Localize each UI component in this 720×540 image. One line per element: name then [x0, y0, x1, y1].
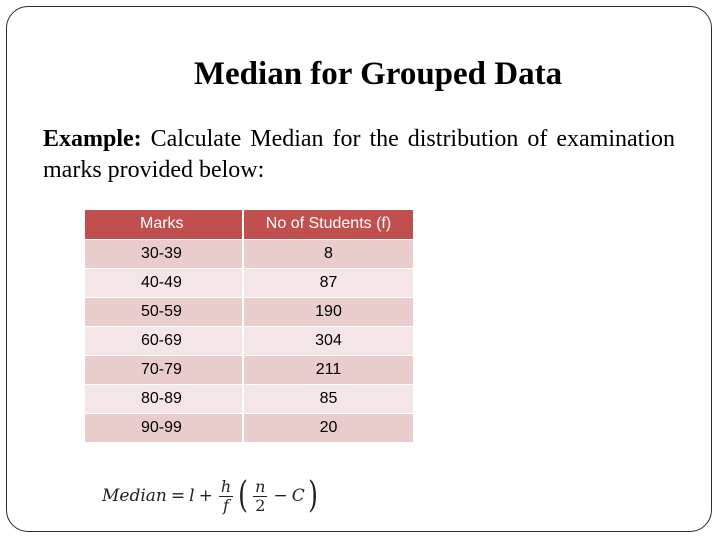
table-row: [85, 355, 413, 384]
cell-marks: 80-89: [85, 384, 243, 413]
cell-students: 85: [243, 384, 413, 413]
formula-f: f: [223, 495, 229, 515]
formula-plus: +: [198, 486, 213, 506]
marks-table: [85, 210, 413, 443]
cell-marks: 50-59: [85, 297, 243, 326]
formula-median-label: Median: [102, 486, 167, 506]
table-header-row: [85, 210, 413, 239]
formula-close-paren: ): [307, 475, 318, 516]
formula-n-over-2: [253, 478, 267, 515]
cell-students: 190: [243, 297, 413, 326]
cell-marks: 30-39: [85, 239, 243, 268]
header-marks: Marks: [85, 210, 243, 239]
cell-students: 304: [243, 326, 413, 355]
cell-students: 20: [243, 413, 413, 442]
cell-students: 87: [243, 268, 413, 297]
formula-equals: =: [170, 486, 186, 506]
cell-students: 211: [243, 355, 413, 384]
table-row: [85, 297, 413, 326]
cell-marks: 40-49: [85, 268, 243, 297]
cell-marks: 70-79: [85, 355, 243, 384]
header-students: No of Students (f): [243, 210, 413, 239]
formula-c: C: [291, 486, 305, 506]
example-lead: Example:: [43, 126, 142, 152]
example-text: Calculate Median for the distribution of examination marks provided below:: [43, 126, 675, 183]
formula-h: h: [220, 476, 232, 496]
formula-two: 2: [255, 495, 266, 515]
median-formula: [102, 468, 321, 524]
formula-h-over-f: [219, 478, 233, 515]
formula-n: n: [255, 476, 266, 496]
slide-title: Median for Grouped Data: [193, 56, 563, 92]
table-row: [85, 413, 413, 442]
table-row: [85, 326, 413, 355]
table-row: [85, 239, 413, 268]
formula-open-paren: (: [238, 475, 249, 516]
formula-minus: −: [273, 486, 288, 506]
cell-marks: 90-99: [85, 413, 243, 442]
cell-marks: 60-69: [85, 326, 243, 355]
example-paragraph: [43, 124, 675, 186]
formula-l: l: [189, 486, 195, 506]
table-row: [85, 384, 413, 413]
cell-students: 8: [243, 239, 413, 268]
table-row: [85, 268, 413, 297]
